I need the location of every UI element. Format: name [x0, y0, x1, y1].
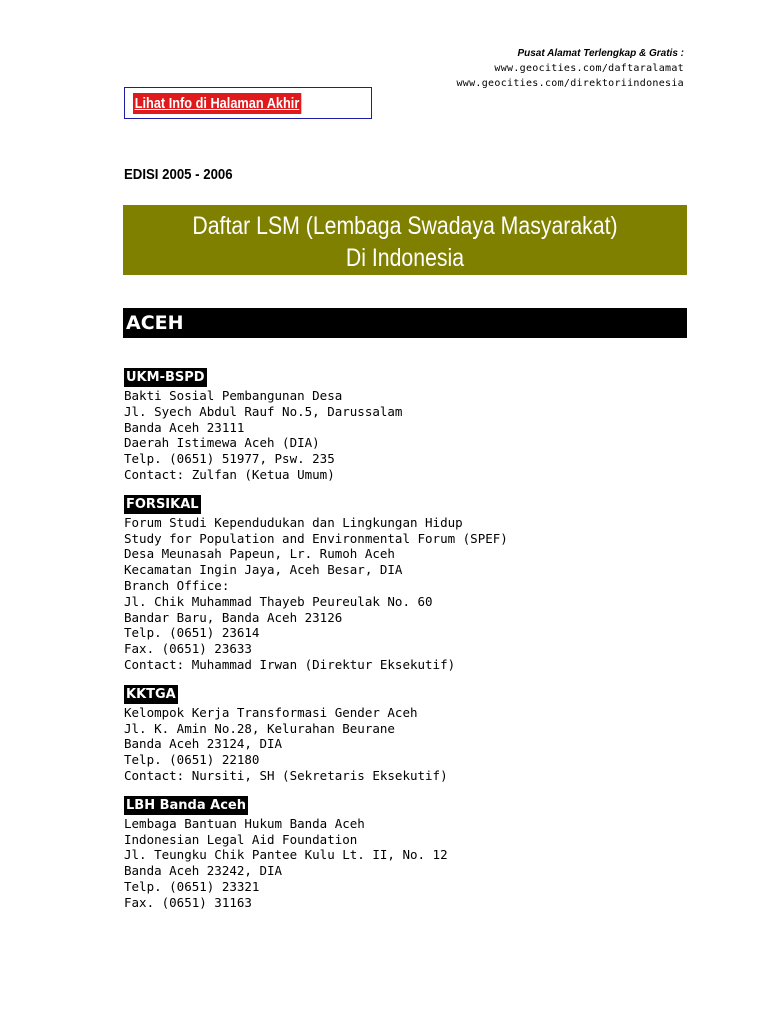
entry-line: Desa Meunasah Papeun, Lr. Rumoh Aceh: [124, 546, 395, 562]
entry-line: Study for Population and Environmental Forum (SPEF): [124, 530, 508, 546]
entry-line: Daerah Istimewa Aceh (DIA): [124, 435, 320, 451]
entry-line: Kecamatan Ingin Jaya, Aceh Besar, DIA: [124, 562, 403, 578]
title-line-2: Di Indonesia: [345, 244, 465, 272]
entry-line: Branch Office:: [124, 577, 230, 593]
entry-line: Telp. (0651) 23321: [124, 878, 260, 894]
entry-line: Jl. Syech Abdul Rauf No.5, Darussalam: [124, 403, 403, 419]
entry-name: LBH Banda Aceh: [126, 797, 246, 813]
entry-line: Contact: Muhammad Irwan (Direktur Eksekutif): [124, 656, 456, 672]
entry-list: [124, 366, 684, 921]
header-tagline: Pusat Alamat Terlengkap & Gratis :: [517, 48, 684, 59]
entry-line: Telp. (0651) 23614: [124, 625, 260, 641]
entry-line: Bandar Baru, Banda Aceh 23126: [124, 609, 343, 625]
entry-line: Banda Aceh 23124, DIA: [124, 736, 283, 752]
entry-name: FORSIKAL: [126, 496, 199, 512]
entry-lbh-banda-aceh: [124, 794, 684, 911]
info-link[interactable]: Lihat Info di Halaman Akhir: [134, 95, 300, 112]
entry-line: Indonesian Legal Aid Foundation: [124, 831, 358, 847]
entry-line: Fax. (0651) 23633: [124, 641, 252, 657]
region-heading: ACEH: [123, 308, 687, 338]
entry-name: UKM-BSPD: [126, 370, 205, 385]
title-banner: [123, 205, 687, 275]
edition-label: EDISI 2005 - 2006: [124, 166, 233, 183]
entry-line: Telp. (0651) 22180: [124, 752, 260, 768]
entry-line: Banda Aceh 23242, DIA: [124, 863, 283, 879]
entry-line: Fax. (0651) 31163: [124, 894, 252, 910]
header-url-direktori[interactable]: www.geocities.com/direktoriindonesia: [456, 78, 684, 89]
entry-line: Telp. (0651) 51977, Psw. 235: [124, 451, 335, 467]
entry-line: Jl. Chik Muhammad Thayeb Peureulak No. 60: [124, 593, 433, 609]
entry-line: Contact: Nursiti, SH (Sekretaris Eksekutif): [124, 767, 448, 783]
entry-kktga: [124, 683, 684, 784]
entry-line: Jl. Teungku Chik Pantee Kulu Lt. II, No. 12: [124, 847, 448, 863]
entry-ukm-bspd: [124, 366, 684, 483]
entry-line: Banda Aceh 23111: [124, 419, 245, 435]
header-info: [456, 46, 684, 91]
entry-name: KKTGA: [126, 686, 176, 702]
entry-line: Bakti Sosial Pembangunan Desa: [124, 388, 343, 403]
title-line-1: Daftar LSM (Lembaga Swadaya Masyarakat): [192, 212, 618, 240]
header-url-daftaralamat[interactable]: www.geocities.com/daftaralamat: [494, 63, 684, 74]
entry-line: Contact: Zulfan (Ketua Umum): [124, 466, 335, 482]
entry-line: Lembaga Bantuan Hukum Banda Aceh: [124, 815, 365, 831]
entry-line: Forum Studi Kependudukan dan Lingkungan Hidup: [124, 514, 463, 530]
entry-line: Jl. K. Amin No.28, Kelurahan Beurane: [124, 720, 395, 736]
entry-forsikal: [124, 493, 684, 673]
info-link-box[interactable]: [124, 87, 372, 119]
entry-line: Kelompok Kerja Transformasi Gender Aceh: [124, 704, 418, 720]
